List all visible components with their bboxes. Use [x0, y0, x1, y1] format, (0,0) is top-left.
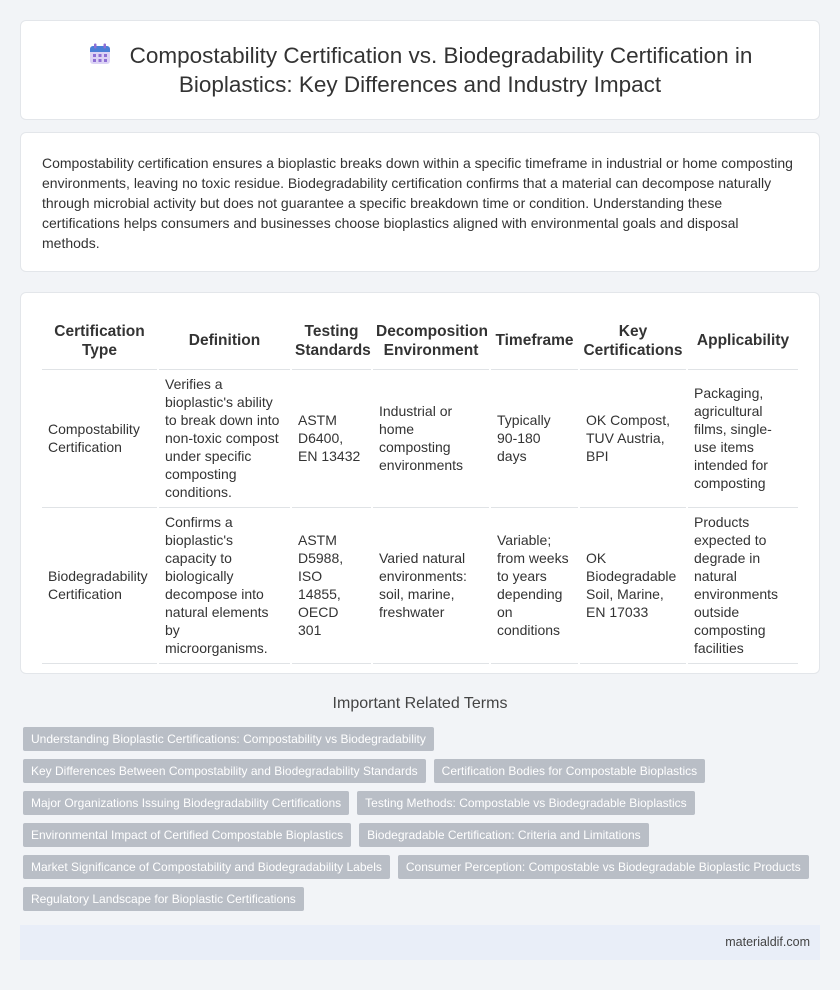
table-cell: OK Compost, TUV Austria, BPI	[579, 369, 687, 507]
column-header: Testing Standards	[291, 313, 372, 369]
table-cell: Verifies a bioplastic's ability to break down into non-toxic compost under specific composting conditions.	[158, 369, 291, 507]
related-term-tag[interactable]: Major Organizations Issuing Biodegradability Certifications	[23, 791, 349, 815]
related-term-tag[interactable]: Testing Methods: Compostable vs Biodegradable Bioplastics	[357, 791, 695, 815]
column-header: Decomposition Environment	[372, 313, 490, 369]
related-term-tag[interactable]: Understanding Bioplastic Certifications: Compostability vs Biodegradability	[23, 727, 434, 751]
table-cell: Industrial or home composting environments	[372, 369, 490, 507]
table-cell: ASTM D5988, ISO 14855, OECD 301	[291, 507, 372, 663]
comparison-table	[42, 313, 798, 664]
related-terms-heading: Important Related Terms	[332, 695, 508, 712]
table-card	[20, 292, 820, 674]
column-header: Key Certifications	[579, 313, 687, 369]
tag-row	[23, 759, 823, 783]
table-cell: Typically 90-180 days	[490, 369, 579, 507]
related-term-tag[interactable]: Key Differences Between Compostability and Biodegradability Standards	[23, 759, 426, 783]
calendar-icon	[88, 42, 112, 66]
related-terms-list	[23, 727, 823, 919]
table-cell: Packaging, agricultural films, single-use items intended for composting	[687, 369, 798, 507]
table-cell: Compostability Certification	[42, 369, 158, 507]
table-row	[42, 507, 798, 663]
table-cell: Variable; from weeks to years depending on conditions	[490, 507, 579, 663]
tag-row	[23, 855, 823, 879]
related-term-tag[interactable]: Regulatory Landscape for Bioplastic Certifications	[23, 887, 304, 911]
column-header: Definition	[158, 313, 291, 369]
related-term-tag[interactable]: Consumer Perception: Compostable vs Biodegradable Bioplastic Products	[398, 855, 809, 879]
footer	[20, 925, 820, 960]
footer-site-link[interactable]: materialdif.com	[725, 935, 810, 949]
column-header: Applicability	[687, 313, 798, 369]
related-term-tag[interactable]: Biodegradable Certification: Criteria and Limitations	[359, 823, 648, 847]
tag-row	[23, 887, 823, 911]
intro-paragraph: Compostability certification ensures a bioplastic breaks down within a specific timeframe in industrial or home composting environments, leaving no toxic residue. Biodegradability certification confirms that a material can decompose naturally through microbial activity but does not guarantee a specific breakdown time or condition. Understanding these certifications helps consumers and businesses choose bioplastics aligned with environmental goals and disposal methods.	[42, 155, 793, 251]
column-header: Timeframe	[490, 313, 579, 369]
column-header: Certification Type	[42, 313, 158, 369]
table-cell: Biodegradability Certification	[42, 507, 158, 663]
table-cell: Products expected to degrade in natural environments outside composting facilities	[687, 507, 798, 663]
table-header-row	[42, 313, 798, 369]
related-term-tag[interactable]: Market Significance of Compostability and Biodegradability Labels	[23, 855, 390, 879]
related-term-tag[interactable]: Certification Bodies for Compostable Bioplastics	[434, 759, 705, 783]
table-cell: Varied natural environments: soil, marine, freshwater	[372, 507, 490, 663]
tag-row	[23, 791, 823, 815]
title-card	[20, 20, 820, 120]
table-cell: ASTM D6400, EN 13432	[291, 369, 372, 507]
title-wrap	[50, 41, 790, 99]
page-title: Compostability Certification vs. Biodegradability Certification in Bioplastics: Key Differences and Industry Impact	[129, 43, 753, 97]
table-cell: Confirms a bioplastic's capacity to biologically decompose into natural elements by microorganisms.	[158, 507, 291, 663]
tag-row	[23, 823, 823, 847]
tag-row	[23, 727, 823, 751]
table-cell: OK Biodegradable Soil, Marine, EN 17033	[579, 507, 687, 663]
intro-card	[20, 132, 820, 272]
table-row	[42, 369, 798, 507]
related-term-tag[interactable]: Environmental Impact of Certified Compostable Bioplastics	[23, 823, 351, 847]
